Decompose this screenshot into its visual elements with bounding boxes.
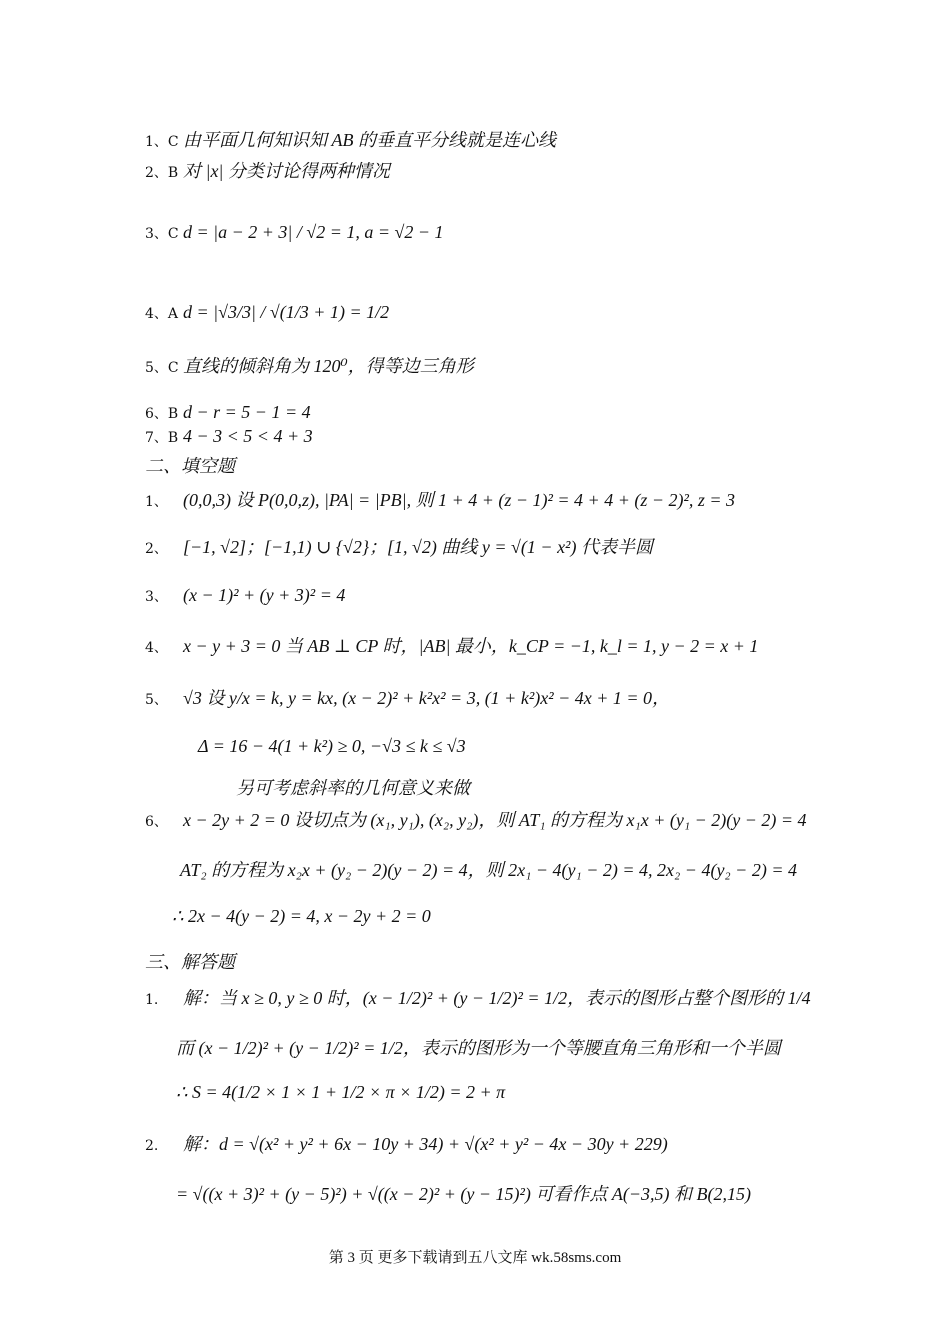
item-label: 2、: [145, 541, 168, 557]
text-line-f5c: [236, 774, 470, 800]
text-line-f2: [145, 533, 653, 559]
item-label: 5、: [145, 692, 168, 708]
text-line-l5: [145, 352, 474, 378]
text-line-s1: [145, 984, 811, 1010]
item-text: 直线的倾斜角为 120⁰，得等边三角形: [183, 356, 474, 376]
item-label: 1.: [145, 992, 159, 1008]
item-text: 而 (x − 1/2)² + (y − 1/2)² = 1/2，表示的图形为一个等腰直角三角形和一个半圆: [176, 1038, 781, 1058]
item-label: 6、B: [145, 406, 179, 422]
text-line-f5b: [198, 736, 466, 757]
text-line-l6: [145, 402, 311, 423]
item-label: 3、: [145, 589, 168, 605]
text-line-f6: [145, 806, 807, 832]
item-label: 1、C: [145, 134, 179, 150]
item-text: d − r = 5 − 1 = 4: [183, 402, 311, 422]
item-label: 3、C: [145, 226, 179, 242]
text-line-s1b: [176, 1034, 781, 1060]
item-text: 解：d = √(x² + y² + 6x − 10y + 34) + √(x² + y² − 4x − 30y + 229): [183, 1134, 668, 1154]
text-line-l7: [145, 426, 313, 447]
item-text: 另可考虑斜率的几何意义来做: [236, 778, 470, 798]
text-line-h2: [145, 452, 235, 478]
text-line-f6c: [172, 906, 431, 927]
item-text: x − y + 3 = 0 当 AB ⊥ CP 时，|AB| 最小，k_CP = −1, k_l = 1, y − 2 = x + 1: [183, 636, 759, 656]
item-text: Δ = 16 − 4(1 + k²) ≥ 0, −√3 ≤ k ≤ √3: [198, 736, 466, 756]
item-text: 4 − 3 < 5 < 4 + 3: [183, 426, 313, 446]
item-text: 由平面几何知识知 AB 的垂直平分线就是连心线: [183, 130, 556, 150]
text-line-s1c: [176, 1082, 505, 1103]
text-line-s2b: [176, 1180, 751, 1206]
item-text: ∴ S = 4(1/2 × 1 × 1 + 1/2 × π × 1/2) = 2 + π: [176, 1082, 506, 1102]
item-label: 2、B: [145, 165, 179, 181]
item-label: 4、A: [145, 306, 179, 322]
item-label: 2.: [145, 1138, 159, 1154]
item-label: 4、: [145, 640, 168, 656]
item-text: AT₂ 的方程为 x₂x + (y₂ − 2)(y − 2) = 4，则 2x₁ − 4(y₁ − 2) = 4, 2x₂ − 4(y₂ − 2) = 4: [180, 860, 797, 880]
item-text: [−1, √2]；[−1,1) ∪ {√2}；[1, √2) 曲线 y = √(1 − x²) 代表半圆: [183, 537, 653, 557]
item-text: ∴ 2x − 4(y − 2) = 4, x − 2y + 2 = 0: [172, 906, 431, 926]
item-text: = √((x + 3)² + (y − 5)²) + √((x − 2)² + (y − 15)²) 可看作点 A(−3,5) 和 B(2,15): [176, 1184, 752, 1204]
text-line-l3: [145, 222, 444, 243]
item-text: 二、填空题: [145, 456, 235, 476]
item-text: (0,0,3) 设 P(0,0,z), |PA| = |PB|, 则 1 + 4 + (z − 1)² = 4 + 4 + (z − 2)², z = 3: [183, 490, 736, 510]
item-text: d = |a − 2 + 3| / √2 = 1, a = √2 − 1: [183, 222, 444, 242]
item-text: 三、解答题: [145, 952, 235, 972]
text-line-f5: [145, 684, 670, 710]
item-label: 1、: [145, 494, 168, 510]
text-line-l2: [145, 157, 390, 183]
item-text: 对 |x| 分类讨论得两种情况: [183, 161, 390, 181]
item-text: (x − 1)² + (y + 3)² = 4: [183, 585, 346, 605]
text-line-f6b: [180, 856, 797, 882]
item-label: 6、: [145, 814, 168, 830]
text-line-f1: [145, 486, 735, 512]
item-text: d = |√3/3| / √(1/3 + 1) = 1/2: [183, 302, 390, 322]
text-line-l1: [145, 126, 556, 152]
item-label: 5、C: [145, 360, 179, 376]
text-line-l4: [145, 302, 389, 323]
item-label: 7、B: [145, 430, 179, 446]
item-text: √3 设 y/x = k, y = kx, (x − 2)² + k²x² = 3, (1 + k²)x² − 4x + 1 = 0，: [183, 688, 671, 708]
text-line-f4: [145, 632, 758, 658]
item-text: x − 2y + 2 = 0 设切点为 (x₁, y₁), (x₂, y₂)，则 AT₁ 的方程为 x₁x + (y₁ − 2)(y − 2) = 4: [183, 810, 807, 830]
page-footer: 第 3 页 更多下载请到五八文库 wk.58sms.com: [328, 1250, 622, 1266]
text-line-f3: [145, 585, 345, 606]
text-line-s2: [145, 1130, 668, 1156]
text-line-h3: [145, 948, 235, 974]
item-text: 解：当 x ≥ 0, y ≥ 0 时，(x − 1/2)² + (y − 1/2)² = 1/2，表示的图形占整个图形的 1/4: [183, 988, 811, 1008]
